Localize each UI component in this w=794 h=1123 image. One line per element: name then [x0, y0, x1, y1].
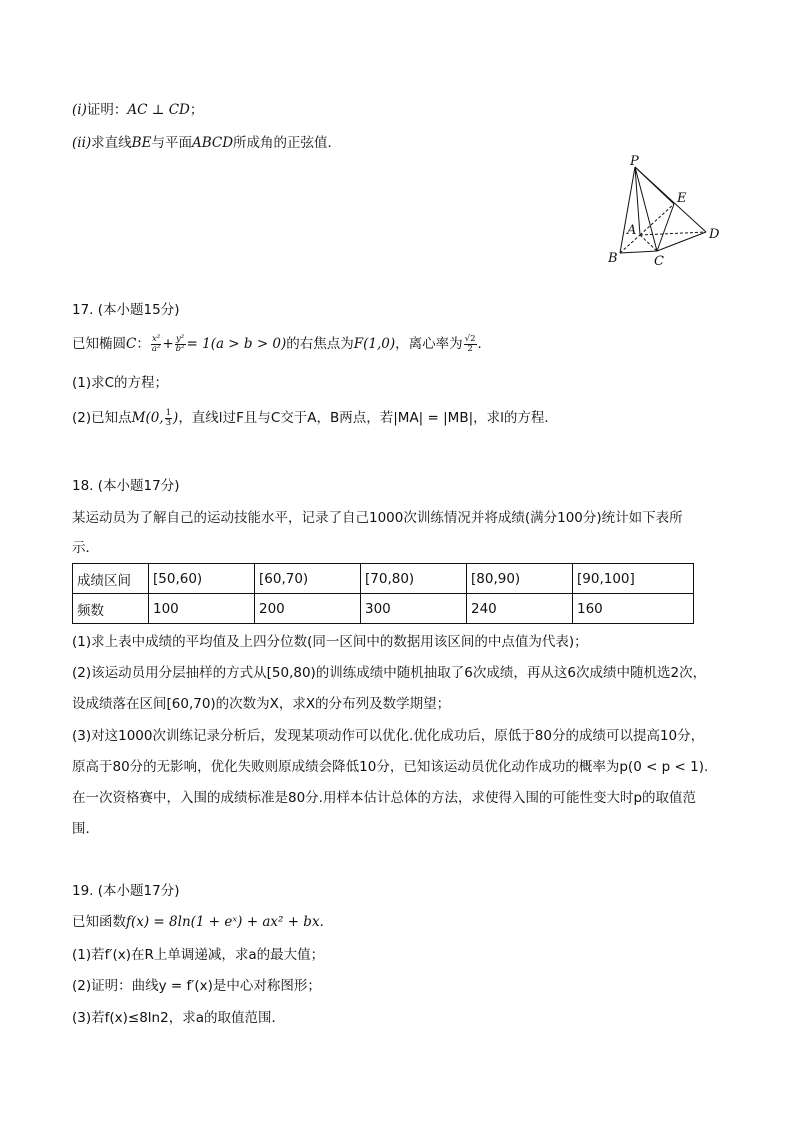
table-cell: [80,90) [467, 564, 573, 594]
fraction [464, 335, 477, 354]
label-A: A [627, 223, 637, 238]
text: 与平面 [151, 135, 192, 151]
table-cell: [70,80) [361, 564, 467, 594]
numerator: 1 [165, 407, 172, 418]
label-D: D [709, 227, 720, 242]
text: ，直线l过F且与C交于A，B两点，若|MA| = |MB|，求l的方程． [178, 410, 558, 426]
table-cell: [60,70) [255, 564, 361, 594]
problem18-q2-line2: 设成绩落在区间[60,70)的次数为X，求X的分布列及数学期望； [72, 696, 451, 712]
table-cell: [50,60) [149, 564, 255, 594]
denominator: 2 [467, 343, 473, 354]
table-cell: 160 [573, 594, 694, 624]
text: 所成角的正弦值． [233, 135, 342, 151]
denominator: b² [175, 343, 185, 354]
problem19-q2: (2)证明：曲线y = f′(x)是中心对称图形； [72, 978, 321, 994]
table-cell: 240 [467, 594, 573, 624]
fraction [151, 335, 161, 354]
problem19-stem [72, 912, 333, 932]
table-row [73, 564, 694, 594]
math-expression: M(0, [131, 410, 164, 426]
math-expression: ABCD [191, 135, 234, 151]
math-expression: = 1(a > b > 0) [186, 336, 287, 352]
problem18-q3-line1: (3)对这1000次训练记录分析后，发现某项动作可以优化.优化成功后，原低于80分的成绩可以提高10分， [72, 728, 705, 744]
math-symbol: C [126, 336, 137, 352]
problem18-stem-line2: 示． [72, 540, 99, 556]
problem18-stem-line1: 某运动员为了解自己的运动技能水平，记录了自己1000次训练情况并将成绩(满分100分)统计如下表所 [72, 510, 683, 526]
problem18-header: 18. (本小题17分) [72, 478, 180, 494]
problem19-q1: (1)若f′(x)在R上单调递减，求a的最大值； [72, 947, 325, 963]
table-cell: 200 [255, 594, 361, 624]
fraction [165, 409, 172, 428]
math-expression: BE [131, 135, 152, 151]
problem16-part-i [72, 100, 203, 120]
math-expression: ) [173, 410, 179, 426]
denominator: 3 [165, 417, 172, 428]
table-row [73, 594, 694, 624]
problem17-stem [72, 334, 491, 354]
problem18-q3-line2: 原高于80分的无影响，优化失败则原成绩会降低10分，已知该运动员优化动作成功的概率为p(0 < p < 1). [72, 759, 709, 775]
text: (2)已知点 [72, 410, 132, 426]
text: ： [136, 336, 150, 352]
label-C: C [654, 254, 664, 269]
part-label: (i) [72, 102, 87, 118]
text: 已知函数 [72, 914, 126, 930]
label-B: B [608, 251, 618, 266]
table-header-cell: 成绩区间 [73, 564, 149, 594]
problem17-q2 [72, 408, 558, 428]
problem16-part-ii [72, 133, 341, 153]
text: 证明： [86, 102, 128, 118]
label-E: E [677, 191, 687, 206]
problem18-q3-line4: 围． [72, 821, 99, 837]
problem17-header: 17. (本小题15分) [72, 302, 180, 318]
problem18-q2-line1: (2)该运动员用分层抽样的方式从[50,80)的训练成绩中随机抽取了6次成绩，再从这6次成绩中随机选2次， [72, 665, 707, 681]
fraction [175, 335, 186, 354]
score-frequency-table [72, 563, 694, 624]
label-P: P [630, 155, 639, 169]
problem18-q3-line3: 在一次资格赛中，入围的成绩标准是80分.用样本估计总体的方法，求使得入围的可能性变大时p的取值范 [72, 790, 697, 806]
part-label: (ii) [72, 135, 92, 151]
problem19-q3: (3)若f(x)≤8ln2，求a的取值范围． [72, 1010, 285, 1026]
numerator: y² [175, 333, 185, 344]
text: 求直线 [91, 135, 132, 151]
text: 已知椭圆 [72, 336, 126, 352]
table-cell: 100 [149, 594, 255, 624]
table-cell: 300 [361, 594, 467, 624]
denominator: a² [151, 343, 161, 354]
math-expression: F(1,0) [353, 336, 396, 352]
plus-sign: + [162, 336, 174, 352]
numerator: √2 [464, 333, 476, 344]
numerator: x² [151, 333, 161, 344]
problem18-q1: (1)求上表中成绩的平均值及上四分位数(同一区间中的数据用该区间的中点值为代表)； [72, 634, 588, 650]
math-expression: AC ⊥ CD [127, 102, 190, 118]
text: ． [477, 336, 491, 352]
problem19-header: 19. (本小题17分) [72, 883, 180, 899]
text: ； [189, 102, 204, 118]
text: 的右焦点为 [286, 336, 354, 352]
pyramid-figure [600, 155, 730, 270]
text: ． [319, 914, 334, 930]
math-expression: f(x) = 8ln(1 + eˣ) + ax² + bx [126, 914, 320, 930]
table-cell: [90,100] [573, 564, 694, 594]
table-header-cell: 频数 [73, 594, 149, 624]
problem17-q1: (1)求C的方程； [72, 375, 169, 391]
text: ，离心率为 [395, 336, 463, 352]
